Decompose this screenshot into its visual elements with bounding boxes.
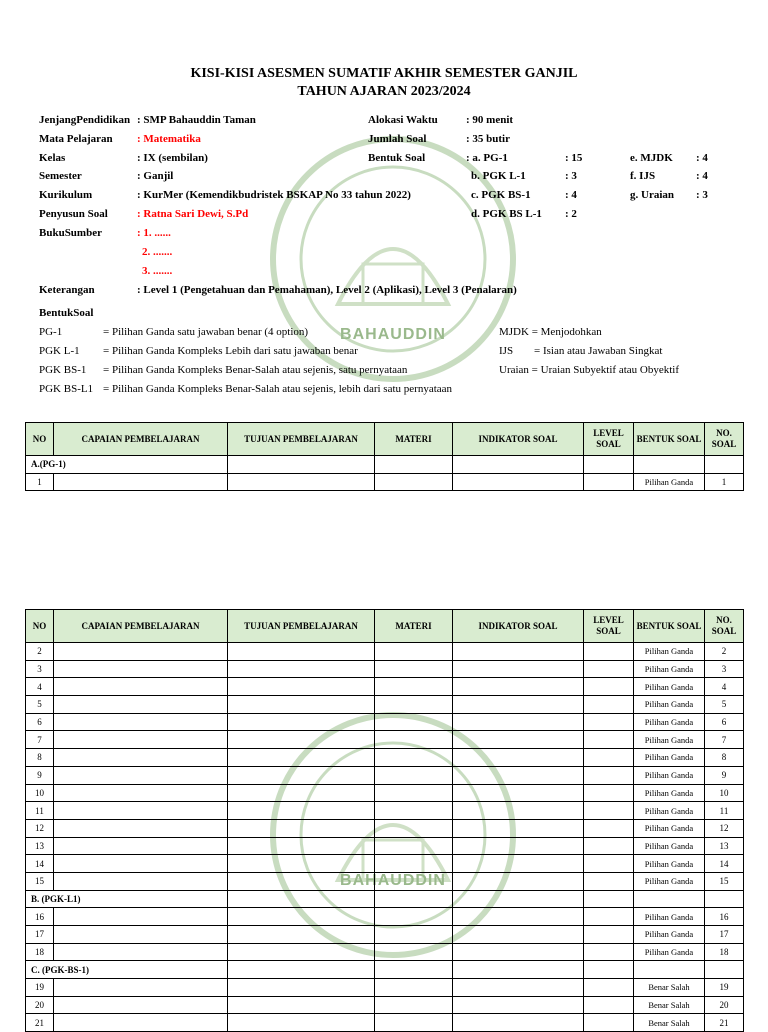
nosoal-cell: 3 [705,660,744,678]
nosoal-cell: 9 [705,766,744,784]
col-nosoal-header: NO. SOAL [705,610,744,643]
capaian-cell [54,696,228,714]
legend-pgkbs1-code: PGK BS-1 [39,364,87,376]
buku-sumber-label: BukuSumber [39,227,102,239]
indikator-cell [453,926,584,944]
bentuk-g-count: : 3 [696,189,708,201]
tujuan-cell [228,890,375,908]
table-row [26,996,744,1014]
jenjang-label: JenjangPendidikan [39,114,131,126]
capaian-cell [54,749,228,767]
indikator-cell [453,731,584,749]
materi-cell [375,784,453,802]
nosoal-cell: 13 [705,837,744,855]
level-cell [584,456,634,474]
indikator-cell [453,713,584,731]
no-cell: 7 [26,731,54,749]
materi-cell [375,713,453,731]
bentuk-cell: Pilihan Ganda [634,926,705,944]
penyusun-label: Penyusun Soal [39,208,108,220]
level-cell [584,908,634,926]
level-cell [584,819,634,837]
indikator-cell [453,696,584,714]
table-row [26,678,744,696]
bentuk-cell: Pilihan Ganda [634,855,705,873]
kisi-kisi-table-1 [25,422,744,491]
materi-cell [375,766,453,784]
capaian-cell [54,660,228,678]
bentuk-d-count: : 2 [565,208,577,220]
no-cell: 18 [26,943,54,961]
no-cell: 9 [26,766,54,784]
no-cell: 3 [26,660,54,678]
table-row [26,473,744,491]
indikator-cell [453,943,584,961]
nosoal-cell: 6 [705,713,744,731]
legend-pgkbs1-desc: = Pilihan Ganda Kompleks Benar-Salah atau sejenis, satu pernyataan [103,364,408,376]
bentuk-b-count: : 3 [565,170,577,182]
tujuan-cell [228,678,375,696]
legend-ijs-desc: = Isian atau Jawaban Singkat [534,345,663,357]
bentuk-cell: Pilihan Ganda [634,943,705,961]
indikator-cell [453,837,584,855]
bentuk-cell: Pilihan Ganda [634,837,705,855]
bentuk-cell: Pilihan Ganda [634,802,705,820]
capaian-cell [54,996,228,1014]
indikator-cell [453,473,584,491]
legend-ijs-code: IJS [499,345,514,357]
nosoal-cell: 15 [705,872,744,890]
bentuk-cell: Pilihan Ganda [634,908,705,926]
indikator-cell [453,890,584,908]
no-cell: 16 [26,908,54,926]
legend-pg1-desc: = Pilihan Ganda satu jawaban benar (4 option) [103,326,309,338]
bentuk-e: e. MJDK [630,152,673,164]
capaian-cell [54,979,228,997]
capaian-cell [54,837,228,855]
table-row [26,1014,744,1032]
tujuan-cell [228,837,375,855]
col-bentuk-header: BENTUK SOAL [634,610,705,643]
section-row [26,890,744,908]
nosoal-cell: 21 [705,1014,744,1032]
capaian-cell [54,908,228,926]
no-cell: 19 [26,979,54,997]
buku-sumber-3: 3. ....... [142,265,173,277]
col-indikator-header: INDIKATOR SOAL [453,423,584,456]
bentuk-cell: Pilihan Ganda [634,872,705,890]
materi-cell [375,1014,453,1032]
level-cell [584,837,634,855]
tujuan-cell [228,961,375,979]
no-cell: 12 [26,819,54,837]
capaian-cell [54,1014,228,1032]
tujuan-cell [228,1014,375,1032]
table-row [26,837,744,855]
indikator-cell [453,855,584,873]
bentuk-a: : a. PG-1 [466,152,508,164]
table-header-row [26,423,744,456]
indikator-cell [453,660,584,678]
tujuan-cell [228,749,375,767]
capaian-cell [54,766,228,784]
col-nosoal-header: NO. SOAL [705,423,744,456]
nosoal-cell [705,890,744,908]
materi-cell [375,996,453,1014]
keterangan-label: Keterangan [39,284,95,296]
capaian-cell [54,643,228,661]
tujuan-cell [228,473,375,491]
indikator-cell [453,979,584,997]
tujuan-cell [228,926,375,944]
col-no-header: NO [26,423,54,456]
academic-year-title: TAHUN AJARAN 2023/2024 [297,84,471,99]
col-capaian-header: CAPAIAN PEMBELAJARAN [54,610,228,643]
tujuan-cell [228,855,375,873]
svg-text:BAHAUDDIN: BAHAUDDIN [340,872,446,889]
legend-heading: BentukSoal [39,307,94,319]
buku-sumber-2: 2. ....... [142,246,173,258]
indikator-cell [453,802,584,820]
section-row [26,961,744,979]
penyusun-value: : Ratna Sari Dewi, S.Pd [137,208,249,220]
no-cell: 17 [26,926,54,944]
level-cell [584,643,634,661]
level-cell [584,926,634,944]
bentuk-cell: Pilihan Ganda [634,766,705,784]
indikator-cell [453,908,584,926]
bentuk-cell: Pilihan Ganda [634,713,705,731]
level-cell [584,872,634,890]
tujuan-cell [228,908,375,926]
alokasi-label: Alokasi Waktu [368,114,438,126]
legend-pg1-code: PG-1 [39,326,63,338]
nosoal-cell: 17 [705,926,744,944]
kurikulum-label: Kurikulum [39,189,93,201]
materi-cell [375,749,453,767]
nosoal-cell: 19 [705,979,744,997]
level-cell [584,696,634,714]
bentuk-cell [634,890,705,908]
indikator-cell [453,766,584,784]
semester-value: : Ganjil [137,170,174,182]
col-capaian-header: CAPAIAN PEMBELAJARAN [54,423,228,456]
bentuk-cell: Pilihan Ganda [634,784,705,802]
materi-cell [375,643,453,661]
legend-uraian: Uraian = Uraian Subyektif atau Obyektif [499,364,680,376]
section-label: C. (PGK-BS-1) [26,961,228,979]
nosoal-cell: 14 [705,855,744,873]
indikator-cell [453,1014,584,1032]
nosoal-cell: 11 [705,802,744,820]
col-level-header: LEVEL SOAL [584,423,634,456]
kisi-kisi-table-2 [25,609,744,1032]
bentuk-cell [634,456,705,474]
materi-cell [375,660,453,678]
tujuan-cell [228,731,375,749]
table-row [26,713,744,731]
tujuan-cell [228,456,375,474]
nosoal-cell [705,456,744,474]
materi-cell [375,696,453,714]
tujuan-cell [228,802,375,820]
svg-text:BAHAUDDIN: BAHAUDDIN [340,326,446,343]
kelas-label: Kelas [39,152,66,164]
table-row [26,802,744,820]
indikator-cell [453,819,584,837]
capaian-cell [54,731,228,749]
level-cell [584,713,634,731]
nosoal-cell: 20 [705,996,744,1014]
materi-cell [375,837,453,855]
no-cell: 2 [26,643,54,661]
table-row [26,696,744,714]
materi-cell [375,678,453,696]
bentuk-soal-label: Bentuk Soal [368,152,426,164]
tujuan-cell [228,784,375,802]
table-header-row [26,610,744,643]
legend-pgkl1-desc: = Pilihan Ganda Kompleks Lebih dari satu jawaban benar [103,345,358,357]
level-cell [584,996,634,1014]
nosoal-cell: 8 [705,749,744,767]
bentuk-c: c. PGK BS-1 [471,189,531,201]
table-row [26,943,744,961]
nosoal-cell: 2 [705,643,744,661]
level-cell [584,1014,634,1032]
no-cell: 4 [26,678,54,696]
level-cell [584,660,634,678]
table-row [26,926,744,944]
bentuk-cell [634,961,705,979]
tujuan-cell [228,872,375,890]
level-cell [584,943,634,961]
table-row [26,660,744,678]
materi-cell [375,456,453,474]
jenjang-value: : SMP Bahauddin Taman [137,114,256,126]
indikator-cell [453,678,584,696]
bentuk-cell: Benar Salah [634,996,705,1014]
col-tujuan-header: TUJUAN PEMBELAJARAN [228,423,375,456]
document-title: KISI-KISI ASESMEN SUMATIF AKHIR SEMESTER GANJIL [190,66,578,81]
no-cell: 21 [26,1014,54,1032]
capaian-cell [54,473,228,491]
nosoal-cell: 4 [705,678,744,696]
jumlah-soal-value: : 35 butir [466,133,510,145]
capaian-cell [54,713,228,731]
capaian-cell [54,855,228,873]
level-cell [584,784,634,802]
bentuk-cell: Pilihan Ganda [634,749,705,767]
indikator-cell [453,784,584,802]
capaian-cell [54,784,228,802]
no-cell: 5 [26,696,54,714]
tujuan-cell [228,643,375,661]
col-materi-header: MATERI [375,423,453,456]
indikator-cell [453,872,584,890]
nosoal-cell: 1 [705,473,744,491]
no-cell: 6 [26,713,54,731]
materi-cell [375,855,453,873]
materi-cell [375,961,453,979]
level-cell [584,855,634,873]
no-cell: 20 [26,996,54,1014]
jumlah-soal-label: Jumlah Soal [368,133,427,145]
tujuan-cell [228,996,375,1014]
no-cell: 11 [26,802,54,820]
materi-cell [375,908,453,926]
materi-cell [375,926,453,944]
bentuk-a-count: : 15 [565,152,583,164]
tujuan-cell [228,696,375,714]
level-cell [584,473,634,491]
capaian-cell [54,943,228,961]
tujuan-cell [228,766,375,784]
level-cell [584,766,634,784]
nosoal-cell: 10 [705,784,744,802]
bentuk-b: b. PGK L-1 [471,170,526,182]
alokasi-value: : 90 menit [466,114,514,126]
indikator-cell [453,456,584,474]
bentuk-e-count: : 4 [696,152,708,164]
bentuk-cell: Pilihan Ganda [634,660,705,678]
capaian-cell [54,872,228,890]
tujuan-cell [228,660,375,678]
table-row [26,784,744,802]
materi-cell [375,979,453,997]
level-cell [584,731,634,749]
materi-cell [375,731,453,749]
tujuan-cell [228,819,375,837]
capaian-cell [54,819,228,837]
bentuk-cell: Pilihan Ganda [634,731,705,749]
keterangan-value: : Level 1 (Pengetahuan dan Pemahaman), Level 2 (Aplikasi), Level 3 (Penalaran) [137,284,517,296]
table-row [26,979,744,997]
capaian-cell [54,802,228,820]
level-cell [584,749,634,767]
table-row [26,908,744,926]
mapel-label: Mata Pelajaran [39,133,113,145]
tujuan-cell [228,713,375,731]
kurikulum-value: : KurMer (Kemendikbudristek BSKAP No 33 tahun 2022) [137,189,411,201]
nosoal-cell: 5 [705,696,744,714]
materi-cell [375,473,453,491]
col-materi-header: MATERI [375,610,453,643]
legend-mjdk: MJDK = Menjodohkan [499,326,602,338]
legend-pgkl1-code: PGK L-1 [39,345,80,357]
no-cell: 10 [26,784,54,802]
indikator-cell [453,961,584,979]
table-row [26,731,744,749]
col-bentuk-header: BENTUK SOAL [634,423,705,456]
indikator-cell [453,996,584,1014]
buku-sumber-1: : 1. ...... [137,227,171,239]
nosoal-cell: 16 [705,908,744,926]
table-row [26,819,744,837]
bentuk-cell: Pilihan Ganda [634,473,705,491]
no-cell: 15 [26,872,54,890]
legend-pgkbsl1-desc: = Pilihan Ganda Kompleks Benar-Salah atau sejenis, lebih dari satu pernyataan [103,383,453,395]
col-level-header: LEVEL SOAL [584,610,634,643]
nosoal-cell: 12 [705,819,744,837]
capaian-cell [54,678,228,696]
level-cell [584,979,634,997]
bentuk-d: d. PGK BS L-1 [471,208,542,220]
semester-label: Semester [39,170,82,182]
no-cell: 13 [26,837,54,855]
bentuk-c-count: : 4 [565,189,577,201]
kelas-value: : IX (sembilan) [137,152,208,164]
mapel-value: : Matematika [137,133,201,145]
table-row [26,643,744,661]
bentuk-cell: Pilihan Ganda [634,643,705,661]
no-cell: 1 [26,473,54,491]
level-cell [584,961,634,979]
table-row [26,749,744,767]
materi-cell [375,943,453,961]
materi-cell [375,802,453,820]
tujuan-cell [228,943,375,961]
col-no-header: NO [26,610,54,643]
tujuan-cell [228,979,375,997]
table-row [26,855,744,873]
bentuk-f: f. IJS [630,170,656,182]
section-label: A.(PG-1) [26,456,228,474]
col-tujuan-header: TUJUAN PEMBELAJARAN [228,610,375,643]
col-indikator-header: INDIKATOR SOAL [453,610,584,643]
nosoal-cell: 18 [705,943,744,961]
bentuk-cell: Benar Salah [634,979,705,997]
legend-pgkbsl1-code: PGK BS-L1 [39,383,94,395]
level-cell [584,802,634,820]
level-cell [584,678,634,696]
section-label: B. (PGK-L1) [26,890,228,908]
nosoal-cell: 7 [705,731,744,749]
capaian-cell [54,926,228,944]
table-row [26,872,744,890]
bentuk-cell: Benar Salah [634,1014,705,1032]
bentuk-g: g. Uraian [630,189,674,201]
bentuk-f-count: : 4 [696,170,708,182]
level-cell [584,890,634,908]
materi-cell [375,890,453,908]
materi-cell [375,872,453,890]
table-row [26,766,744,784]
indikator-cell [453,749,584,767]
bentuk-cell: Pilihan Ganda [634,678,705,696]
nosoal-cell [705,961,744,979]
bentuk-cell: Pilihan Ganda [634,696,705,714]
materi-cell [375,819,453,837]
bentuk-cell: Pilihan Ganda [634,819,705,837]
section-row [26,456,744,474]
indikator-cell [453,643,584,661]
no-cell: 8 [26,749,54,767]
no-cell: 14 [26,855,54,873]
